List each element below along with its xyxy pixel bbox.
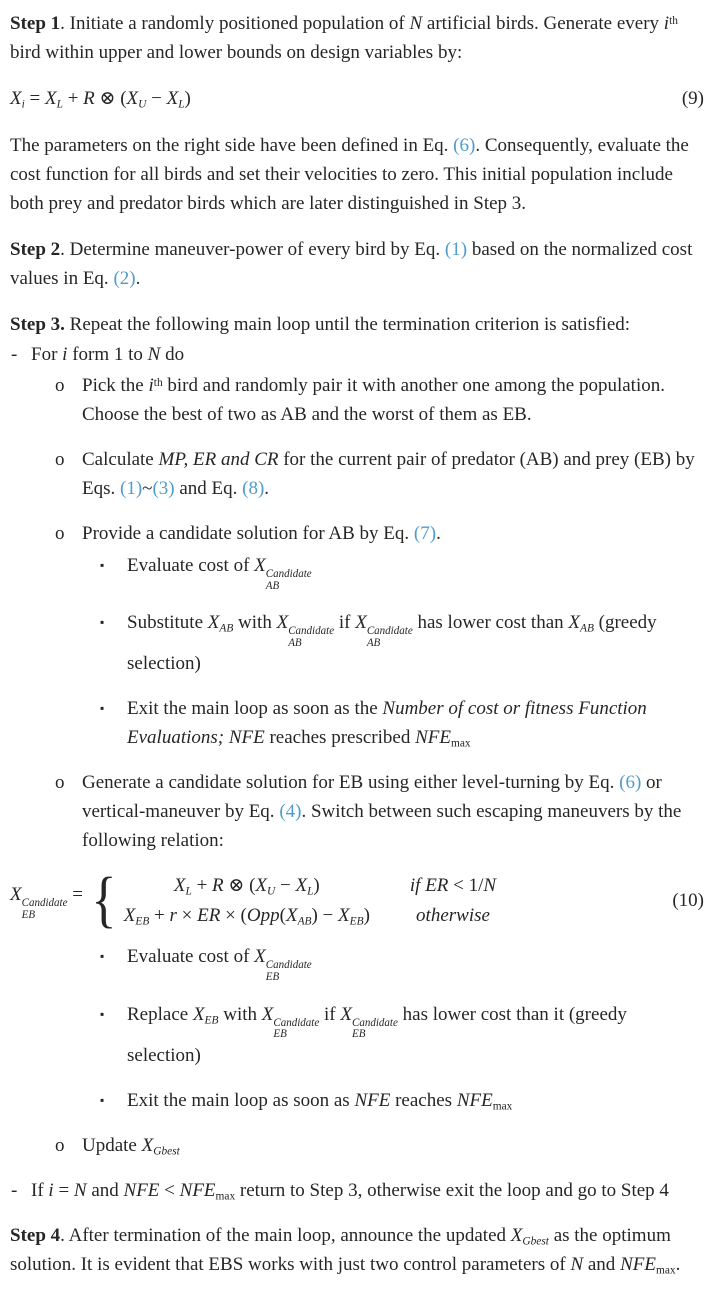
generate-candidate-item xyxy=(10,768,704,855)
text-run: ER xyxy=(197,905,221,927)
text-run: for the current pair of predator (AB) and prey (EB) by Eqs. xyxy=(82,449,695,499)
text-run: Evaluate cost of xyxy=(127,555,255,576)
list-item-text xyxy=(127,612,657,674)
text-run: th xyxy=(669,14,678,27)
text-run: and xyxy=(86,1179,124,1201)
list-marker: ▪ xyxy=(100,701,105,716)
text-run: ) − xyxy=(311,905,339,927)
text-run: . xyxy=(264,478,270,499)
case-condition xyxy=(410,871,496,900)
substitute-item xyxy=(10,608,704,678)
text-run: Provide a candidate solution for AB by Eq. xyxy=(82,523,414,544)
eq-ref-link[interactable]: (6) xyxy=(453,135,476,156)
update-gbest-item xyxy=(10,1131,704,1160)
list-marker: ▪ xyxy=(100,615,105,630)
list-marker: o xyxy=(55,449,65,470)
list-item-text xyxy=(127,555,312,592)
text-run: . After termination of the main loop, announce the updated xyxy=(60,1224,511,1246)
exit-loop-nfe-item xyxy=(10,694,704,752)
text-run: ~ xyxy=(142,478,153,499)
text-run: L xyxy=(307,885,314,898)
text-run: Generate a candidate solution for EB using either level-turning by Eq. xyxy=(82,772,620,794)
text-run: Exit the main loop as soon as the xyxy=(127,698,383,720)
text-run: and Eq. xyxy=(174,478,243,499)
text-run: max xyxy=(492,1100,513,1113)
text-run: based on the normalized cost values in Eq. xyxy=(10,239,693,289)
text-run: Replace xyxy=(127,1003,193,1025)
text-run: X xyxy=(45,88,57,109)
text-run: X xyxy=(141,1134,154,1156)
text-run: NFE xyxy=(123,1179,160,1201)
text-run: NFE xyxy=(456,1089,493,1111)
text-run: U xyxy=(138,98,147,111)
text-run: Update xyxy=(82,1134,142,1156)
text-run: NFE xyxy=(415,727,451,749)
text-run: . xyxy=(675,1253,681,1275)
text-run: i xyxy=(663,13,670,34)
text-run: NFE xyxy=(179,1179,216,1201)
text-run: X xyxy=(166,88,179,109)
text-run: . Switch between such escaping maneuvers by the following relation: xyxy=(82,801,682,852)
math-supsub: Candidate EB xyxy=(21,897,68,921)
text-run: . xyxy=(135,268,141,289)
text-run: − xyxy=(146,88,167,109)
text-run: L xyxy=(178,98,185,111)
text-run: < 1/ xyxy=(448,875,484,897)
text-run: X xyxy=(10,88,22,109)
text-run: X xyxy=(126,88,139,109)
text-run: X xyxy=(510,1224,523,1246)
text-run: + xyxy=(149,905,170,927)
text-run: N xyxy=(409,13,423,34)
text-run: . Determine maneuver-power of every bird by Eq. xyxy=(60,239,445,260)
calculate-item xyxy=(10,445,704,503)
case-expression xyxy=(124,871,370,900)
text-run: The parameters on the right side have been defined in Eq. xyxy=(10,135,454,156)
text-run: and xyxy=(583,1253,621,1275)
list-marker: o xyxy=(55,1134,65,1156)
text-run: < xyxy=(159,1179,180,1201)
text-run: X xyxy=(173,875,186,897)
case-expression xyxy=(124,901,370,930)
list-marker: o xyxy=(55,772,65,794)
text-run: if ER xyxy=(409,875,449,897)
text-run: otherwise xyxy=(416,905,490,927)
text-run: as the optimum solution. It is evident that EBS works with just two control parameters of xyxy=(10,1224,671,1275)
text-run: U xyxy=(267,885,276,898)
text-run: For xyxy=(31,344,63,365)
math-var: X xyxy=(254,555,266,576)
text-run: X xyxy=(338,905,350,927)
text-run: AB xyxy=(219,622,234,635)
text-run: EB xyxy=(204,1013,219,1026)
math-supsub: Candidate EB xyxy=(273,1016,320,1041)
text-run: N xyxy=(483,875,497,897)
equation-number: (10) xyxy=(672,890,704,912)
text-run: ⊗ ( xyxy=(223,875,256,897)
text-run: with xyxy=(233,612,277,634)
text-run: Pick the xyxy=(82,375,149,396)
list-item-text xyxy=(82,523,441,544)
equation-number: (9) xyxy=(681,88,704,109)
evaluate-cost-eb-item xyxy=(10,942,704,983)
list-item-text xyxy=(127,698,647,748)
text-run: × ( xyxy=(220,905,247,927)
text-run: (greedy selection) xyxy=(127,612,657,675)
math-var: X xyxy=(340,1003,352,1025)
text-run: N xyxy=(570,1253,584,1275)
text-run: has lower cost than xyxy=(412,612,569,634)
loop-condition-item xyxy=(10,1176,704,1205)
text-run: = xyxy=(67,884,83,906)
math-supsub: Candidate AB xyxy=(265,568,312,592)
list-marker: ▪ xyxy=(100,558,105,572)
eq-ref-link[interactable]: (7) xyxy=(413,523,437,544)
cases-brace: { xyxy=(91,865,117,934)
step3-para xyxy=(10,310,704,339)
text-run: ) xyxy=(313,875,320,897)
text-run: Substitute xyxy=(127,612,208,634)
list-marker: o xyxy=(55,523,65,544)
text-run: th xyxy=(153,376,163,389)
text-run: X xyxy=(568,612,580,634)
text-run: Step 1 xyxy=(10,13,61,34)
text-run: = xyxy=(24,88,45,109)
list-item-text xyxy=(127,1004,627,1066)
text-run: Number of cost or fitness Function Evaluations; NFE xyxy=(127,698,647,749)
math-supsub: Candidate EB xyxy=(351,1016,398,1041)
text-run: . Consequently, evaluate the cost function for all birds and set their velocities to zero. This initial population include both prey and predator birds which are later distinguished in Step 3. xyxy=(10,135,689,214)
text-run: Opp xyxy=(246,905,280,927)
text-run: form 1 to xyxy=(67,344,148,365)
math-var: X xyxy=(254,946,266,968)
text-run: If xyxy=(31,1179,49,1201)
text-run: X xyxy=(255,875,268,897)
math-var: X xyxy=(10,884,22,906)
text-run: R xyxy=(212,875,224,897)
equation-lhs xyxy=(10,880,83,921)
text-run: i xyxy=(148,375,154,396)
text-run: i xyxy=(48,1179,54,1201)
text-run: or vertical-maneuver by Eq. xyxy=(82,772,662,823)
text-run: NFE xyxy=(620,1253,656,1275)
text-run: X xyxy=(123,905,136,927)
text-run: + xyxy=(191,875,213,897)
text-run: EB xyxy=(349,915,364,928)
text-run: bird and randomly pair it with another one among the population. Choose the best of two as AB and the worst of them as EB. xyxy=(82,375,665,425)
math-var: X xyxy=(276,612,289,634)
text-run: Step 3. xyxy=(10,314,65,335)
text-run: ⊗ ( xyxy=(94,88,127,109)
math-supsub: Candidate EB xyxy=(265,959,312,983)
list-item-text xyxy=(127,1090,512,1111)
text-run: L xyxy=(185,885,192,898)
exit-loop-nfe-max-item xyxy=(10,1086,704,1115)
text-run: i xyxy=(62,344,68,365)
text-run: X xyxy=(207,612,220,634)
text-run: EB xyxy=(135,915,150,928)
equation-10 xyxy=(10,865,704,934)
list-item-text xyxy=(127,946,312,983)
text-run: N xyxy=(147,344,161,365)
text-run: = xyxy=(53,1179,74,1201)
text-run: Step 4 xyxy=(10,1224,61,1246)
text-run: max xyxy=(215,1190,236,1203)
text-run: Exit the main loop as soon as xyxy=(127,1089,355,1111)
list-item-text xyxy=(82,375,665,425)
list-marker: - xyxy=(11,1179,18,1201)
text-run: do xyxy=(160,344,185,365)
text-run: reaches prescribed xyxy=(264,727,416,749)
eq-ref-link[interactable]: (1) xyxy=(120,478,143,499)
equation-body xyxy=(10,865,664,934)
text-run: Step 2 xyxy=(10,239,61,260)
eq-ref-link[interactable]: (6) xyxy=(619,772,642,794)
text-run: Gbest xyxy=(522,1235,549,1248)
eq-ref-link[interactable]: (4) xyxy=(279,801,302,823)
text-run: × xyxy=(176,905,198,927)
step1-para xyxy=(10,9,704,67)
list-marker: o xyxy=(55,375,65,396)
text-run: NFE xyxy=(354,1089,391,1111)
step2-para xyxy=(10,235,704,293)
text-run: ( xyxy=(279,905,286,927)
eq-ref-link[interactable]: (3) xyxy=(152,478,175,499)
list-marker: ▪ xyxy=(100,1092,105,1107)
text-run: + xyxy=(62,88,84,109)
replace-item xyxy=(10,1000,704,1070)
case-condition xyxy=(410,901,496,930)
evaluate-cost-ab-item xyxy=(10,551,704,592)
text-run: . xyxy=(436,523,441,544)
list-item-text xyxy=(31,344,184,365)
eq-ref-link[interactable]: (1) xyxy=(444,239,468,260)
equation-body xyxy=(10,84,674,113)
text-run: return to Step 3, otherwise exit the loop and go to Step 4 xyxy=(235,1179,669,1201)
math-supsub: Candidate AB xyxy=(288,625,335,649)
for-loop-item xyxy=(10,340,704,369)
text-run: L xyxy=(56,98,63,111)
text-run: Calculate xyxy=(82,449,159,470)
list-marker: - xyxy=(11,344,18,365)
text-run: X xyxy=(192,1003,205,1025)
text-run: X xyxy=(295,875,308,897)
text-run: N xyxy=(73,1179,87,1201)
text-run: if xyxy=(334,612,356,634)
text-run: − xyxy=(275,875,296,897)
math-supsub: Candidate AB xyxy=(366,625,413,649)
text-run: max xyxy=(655,1264,676,1277)
eq-ref-link[interactable]: (2) xyxy=(113,268,136,289)
list-item-text xyxy=(82,449,695,499)
text-run: Evaluate cost of xyxy=(127,946,255,968)
eq-ref-link[interactable]: (8) xyxy=(242,478,265,499)
text-run: X xyxy=(285,905,298,927)
list-marker: ▪ xyxy=(100,949,105,964)
text-run: reaches xyxy=(390,1089,457,1111)
text-run: ) xyxy=(184,88,191,109)
list-marker: ▪ xyxy=(100,1006,105,1021)
text-run: ) xyxy=(363,905,370,927)
text-run: i xyxy=(21,98,25,111)
text-run: if xyxy=(319,1003,341,1025)
math-var: X xyxy=(355,612,367,634)
text-run: AB xyxy=(579,622,594,635)
list-item-text xyxy=(31,1180,669,1201)
text-run: max xyxy=(450,737,471,750)
equation-9 xyxy=(10,84,704,113)
text-run: Repeat the following main loop until the termination criterion is satisfied: xyxy=(64,314,631,335)
list-item-text xyxy=(82,1135,180,1156)
step1-followup-para xyxy=(10,131,704,218)
list-item-text xyxy=(82,772,681,851)
text-run: r xyxy=(169,905,177,927)
text-run: bird within upper and lower bounds on design variables by: xyxy=(10,42,463,63)
pick-bird-item xyxy=(10,371,704,429)
text-run: AB xyxy=(297,915,312,928)
text-run: MP, ER and CR xyxy=(158,449,279,470)
text-run: artificial birds. Generate every xyxy=(422,13,664,34)
text-run: . Initiate a randomly positioned population of xyxy=(60,13,410,34)
step4-para xyxy=(10,1221,704,1279)
text-run: Gbest xyxy=(153,1145,180,1158)
provide-candidate-item xyxy=(10,519,704,548)
text-run: with xyxy=(218,1003,262,1025)
text-run: R xyxy=(83,88,95,109)
text-run: has lower cost than it (greedy selection) xyxy=(127,1003,627,1066)
math-var: X xyxy=(261,1003,274,1025)
cases-grid xyxy=(124,871,496,930)
